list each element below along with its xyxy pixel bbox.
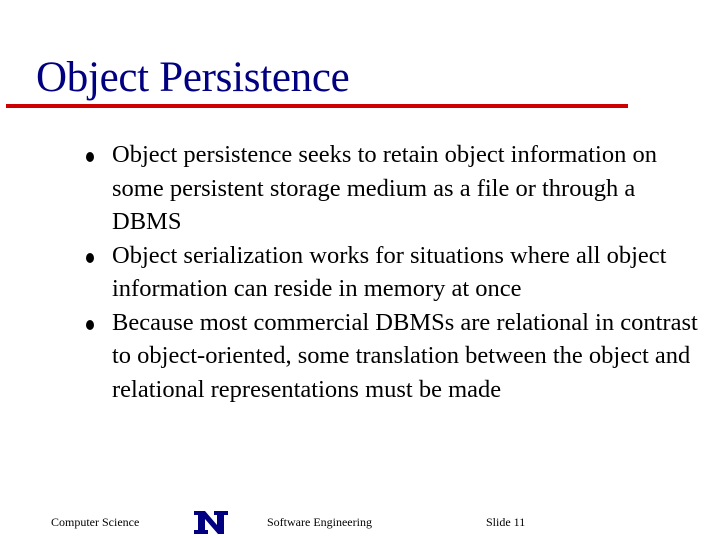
bullet-item (80, 138, 700, 239)
slide-title: Object Persistence (36, 54, 350, 101)
bullet-text: Object serialization works for situations where all object information can reside in memory at once (112, 241, 667, 302)
bullet-item (80, 306, 700, 407)
bullet-dot-icon (86, 320, 94, 330)
bullet-item (80, 239, 700, 306)
bullet-text: Object persistence seeks to retain object information on some persistent storage medium as a file or through a DBMS (112, 141, 657, 235)
bullet-list (80, 138, 700, 406)
block-n-logo-icon (193, 510, 229, 535)
footer-department: Computer Science (51, 515, 140, 529)
bullet-dot-icon (86, 152, 94, 162)
bullet-dot-icon (86, 253, 94, 263)
footer-course: Software Engineering (267, 515, 372, 529)
footer-slide-number: Slide 11 (486, 515, 526, 529)
title-underline (6, 104, 628, 108)
bullet-text: Because most commercial DBMSs are relational in contrast to object-oriented, some translation between the object and relational representations must be made (112, 308, 698, 403)
